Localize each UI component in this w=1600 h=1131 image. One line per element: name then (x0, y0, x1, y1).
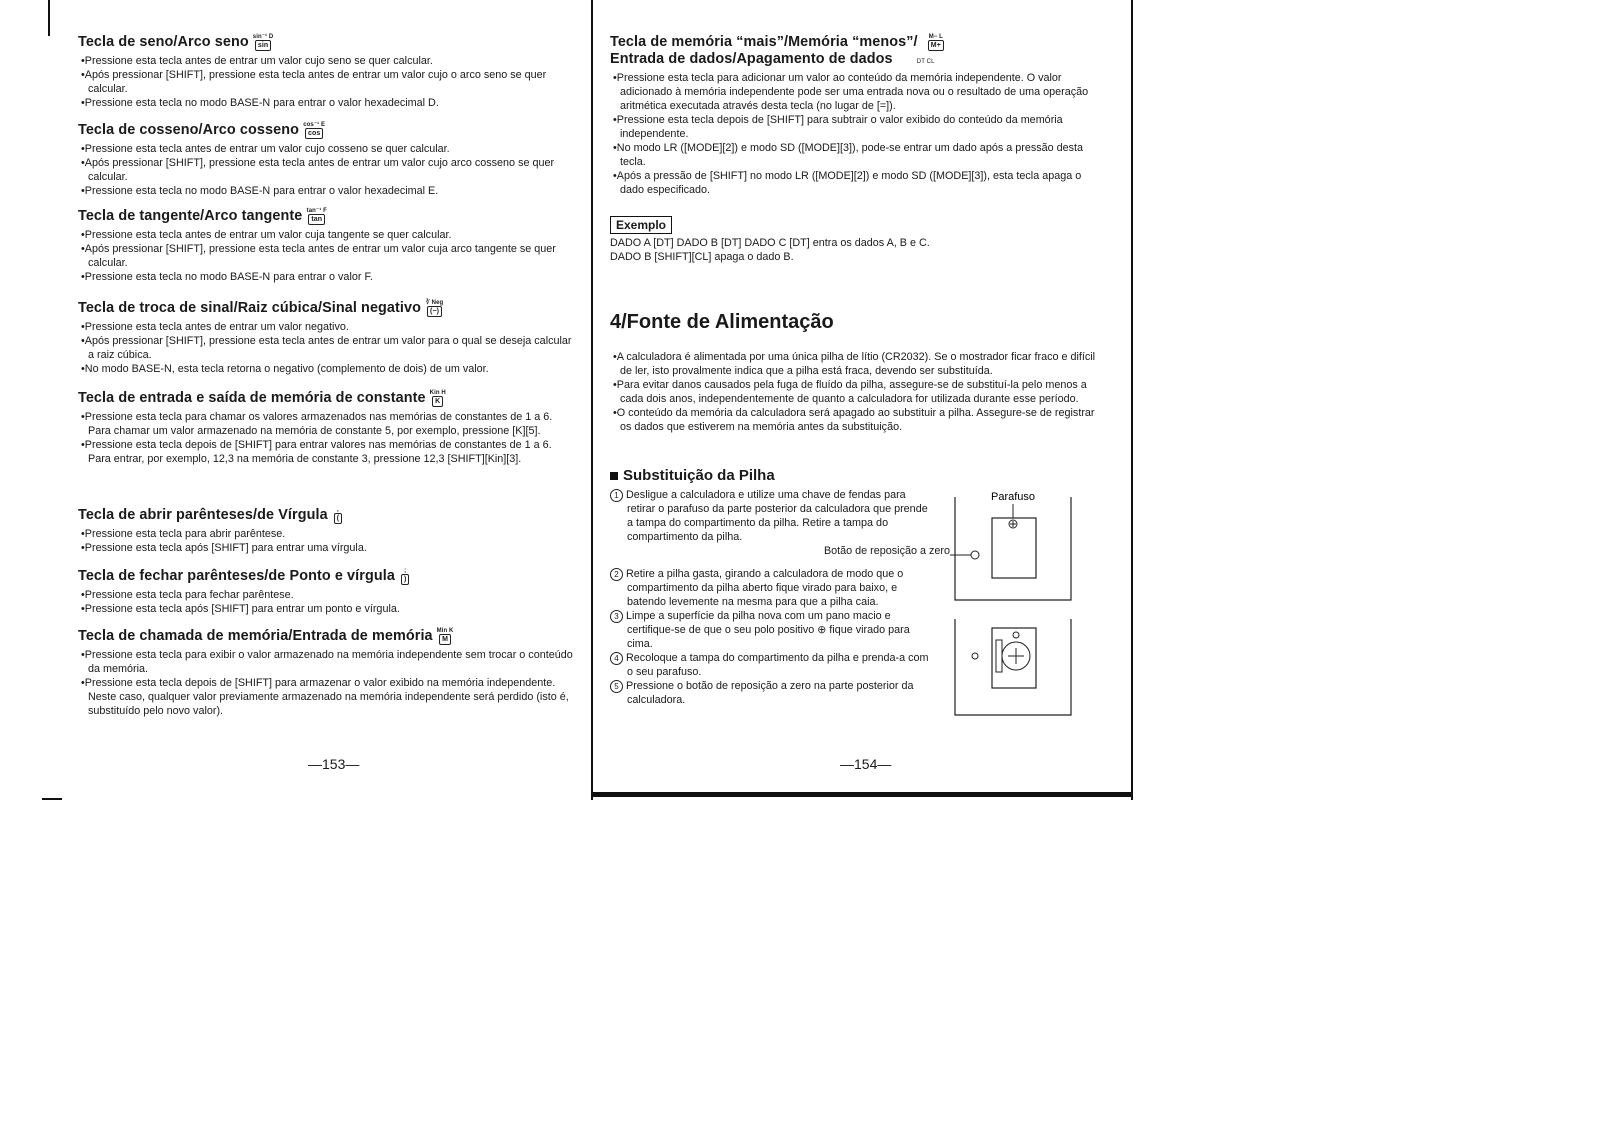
bullet-line: •Pressione esta tecla para exibir o valor armazenado na memória independente sem trocar o conteúdo da memória. (81, 649, 573, 675)
bullet-line: •Após pressionar [SHIFT], pressione esta tecla antes de entrar um valor cujo o arco seno se quer calcular. (81, 69, 547, 95)
memory-bullets (610, 71, 1105, 197)
calculator-key-icon: Min K M (436, 628, 454, 643)
step-item: 3 Limpe a superfície da pilha nova com um pano macio e certifique-se de que o seu polo positivo ⊕ fique virado para cima. (610, 609, 935, 651)
calculator-key-icon: $\frac{\text{sin⁻¹ D}}{\sin}$ (252, 34, 274, 49)
step-number-icon: 1 (610, 489, 623, 502)
bullet-line: •Pressione esta tecla antes de entrar um valor cuja tangente se quer calcular. (81, 229, 452, 241)
battery-subtitle: Substituição da Pilha (610, 467, 1105, 484)
bullet-line: •Após pressionar [SHIFT], pressione esta tecla antes de entrar um valor para o qual se deseja calcular a raiz cúbica. (81, 335, 572, 361)
key-section (78, 390, 573, 466)
section-title: Tecla de cosseno/Arco cosseno $\frac{\text{cos⁻¹ E}}{\cos}$ (78, 122, 326, 138)
text-line: DADO B [SHIFT][CL] apaga o dado B. (610, 251, 794, 263)
key-section (78, 568, 573, 616)
bullet-line: •Pressione esta tecla no modo BASE-N para entrar o valor F. (81, 271, 373, 283)
key-section (78, 507, 573, 555)
bullet-line: •Após pressionar [SHIFT], pressione esta tecla antes de entrar um valor cuja arco tangente se quer calcular. (81, 243, 556, 269)
bullet-line: •Pressione esta tecla para abrir parêntese. (81, 528, 286, 540)
calculator-key-icon: Kin H K (429, 390, 446, 405)
calculator-key-icon: , ( (332, 507, 344, 524)
calculator-key-icon: $\frac{\text{cos⁻¹ E}}{\cos}$ (303, 122, 326, 137)
text-line: •O conteúdo da memória da calculadora será apagado ao substituir a pilha. Assegure-se de registrar os dados que estiverem na memória antes da substituição. (613, 407, 1095, 433)
section-title: Tecla de fechar parênteses/de Ponto e vírgula ; ) (78, 568, 573, 585)
key-section (78, 122, 573, 198)
section-title: Tecla de tangente/Arco tangente $\frac{\text{tan⁻¹ F}}{\tan}$ (78, 208, 327, 224)
top-left-mark (48, 0, 50, 36)
text-line: •Para evitar danos causados pela fuga de fluído da pilha, assegure-se de substituí-la pelo menos a cada dois anos, independentemente de quanto a calculadora for utilizada durante esse período. (613, 379, 1087, 405)
step-number-icon: 3 (610, 610, 623, 623)
step-item: 4 Recoloque a tampa do compartimento da pilha e prenda-a com o seu parafuso. (610, 651, 935, 679)
section-title: Tecla de troca de sinal/Raiz cúbica/Sinal negativo ∛ Neg (−) (78, 300, 444, 316)
key-section (78, 628, 573, 718)
chapter-title: 4/Fonte de Alimentação (610, 311, 834, 333)
bullet-line: •Pressione esta tecla antes de entrar um valor cujo seno se quer calcular. (81, 55, 433, 67)
bullet-line: •Após pressionar [SHIFT], pressione esta tecla antes de entrar um valor cujo arco cosseno se quer calcular. (81, 157, 555, 183)
reset-button-label: Botão de reposição a zero (823, 545, 950, 557)
bottom-left-mark (42, 798, 62, 800)
bullet-line: •Pressione esta tecla no modo BASE-N para entrar o valor hexadecimal D. (81, 97, 439, 109)
step-number-icon: 4 (610, 652, 623, 665)
text-line: DADO A [DT] DADO B [DT] DADO C [DT] entra os dados A, B e C. (610, 237, 930, 249)
step-item: 5 Pressione o botão de reposição a zero na parte posterior da calculadora. (610, 679, 935, 707)
bullet-line: •Pressione esta tecla após [SHIFT] para entrar um ponto e vírgula. (81, 603, 400, 615)
bullet-line: •Pressione esta tecla depois de [SHIFT] para armazenar o valor exibido na memória independente. Neste caso, qualquer valor previamente armazenado na memória independente será perdido (isto é, substituído pelo novo valor). (81, 677, 569, 717)
battery-diagram (950, 488, 1080, 718)
memory-title-1: Tecla de memória “mais”/Memória “menos”/ $\frac{M- L}{M+}$ (610, 34, 1105, 51)
screw-label: Parafuso (990, 491, 1036, 503)
section-title: Tecla de chamada de memória/Entrada de memória Min K M (78, 628, 454, 644)
key-section (78, 208, 573, 284)
memory-title-2: Entrada de dados/Apagamento de dados DT CL (610, 51, 935, 67)
battery-cover (992, 518, 1036, 578)
bullet-line: •No modo BASE-N, esta tecla retorna o negativo (complemento de dois) de um valor. (81, 363, 489, 375)
center-binding-line (591, 0, 593, 800)
text-line: •No modo LR ([MODE][2]) e modo SD ([MODE][3]), pode-se entrar um dado após a pressão desta tecla. (613, 142, 1084, 168)
bullet-line: •Pressione esta tecla após [SHIFT] para entrar uma vírgula. (81, 542, 367, 554)
step-item: 2 Retire a pilha gasta, girando a calculadora de modo que o compartimento da pilha aberto fique virado para baixo, e batendo levemente na mesma para que a pilha caia. (610, 567, 935, 609)
calculator-key-icon: ; ) (399, 568, 411, 585)
step-item: 1 Desligue a calculadora e utilize uma chave de fendas para retirar o parafuso da parte posterior da calculadora que prende a tampa do compartimento da pilha. Retire a tampa do compartimento da pilha. (610, 488, 930, 544)
memory-plus-key-icon: $\frac{M- L}{M+}$ (928, 34, 943, 49)
example-section (610, 216, 1105, 264)
section-title: Tecla de seno/Arco seno $\frac{\text{sin⁻¹ D}}{\sin}$ (78, 34, 274, 50)
page-number-154: —154— (840, 756, 892, 772)
page-number-153: —153— (308, 756, 360, 772)
memory-section (610, 34, 1105, 197)
key-section (78, 34, 573, 110)
bullet-line: •Pressione esta tecla depois de [SHIFT] para entrar valores nas memórias de constantes de 1 a 6. Para entrar, por exemplo, 12,3 na memória de constante 3, pressione 12,3 [SHIFT][Kin][3]. (81, 439, 552, 465)
text-line: •Após a pressão de [SHIFT] no modo LR ([MODE][2]) e modo SD ([MODE][3]), esta tecla apaga o dado especificado. (613, 170, 1082, 196)
section-title: Tecla de abrir parênteses/de Vírgula , ( (78, 507, 573, 524)
section-title: Tecla de entrada e saída de memória de constante Kin H K (78, 390, 446, 406)
text-line: •Pressione esta tecla depois de [SHIFT] para subtrair o valor exibido do conteúdo da memória independente. (613, 114, 1063, 140)
bullet-line: •Pressione esta tecla no modo BASE-N para entrar o valor hexadecimal E. (81, 185, 439, 197)
calculator-key-icon: $\frac{\text{tan⁻¹ F}}{\tan}$ (306, 208, 327, 223)
example-label: Exemplo (610, 216, 672, 234)
bullet-line: •Pressione esta tecla antes de entrar um valor cujo cosseno se quer calcular. (81, 143, 450, 155)
reset-hole-icon (971, 551, 979, 559)
text-line: •Pressione esta tecla para adicionar um valor ao conteúdo da memória independente. O valor adicionado à memória independente pode ser uma entrada nova ou o resultado de uma operação aritmética executada através desta tecla (no lugar de [=]). (613, 72, 1089, 112)
square-bullet-icon (610, 472, 618, 480)
chapter-section (610, 311, 1105, 434)
bullet-line: •Pressione esta tecla antes de entrar um valor negativo. (81, 321, 349, 333)
bullet-line: •Pressione esta tecla para fechar parêntese. (81, 589, 294, 601)
bullet-line: •Pressione esta tecla para chamar os valores armazenados nas memórias de constantes de 1 a 6. Para chamar um valor armazenado na memória de constante 5, por exemplo, pressione [K][5]. (81, 411, 553, 437)
text-line: •A calculadora é alimentada por uma única pilha de lítio (CR2032). Se o mostrador ficar fraco e difícil de ler, isto provalmente indica que a pilha está fraca, devendo ser substituída. (613, 351, 1096, 377)
power-bullets (610, 350, 1105, 434)
step-number-icon: 2 (610, 568, 623, 581)
right-edge-line (1131, 0, 1133, 800)
bottom-edge-line (593, 792, 1133, 797)
key-section (78, 300, 573, 376)
calculator-key-icon: ∛ Neg (−) (425, 300, 444, 315)
step-number-icon: 5 (610, 680, 623, 693)
